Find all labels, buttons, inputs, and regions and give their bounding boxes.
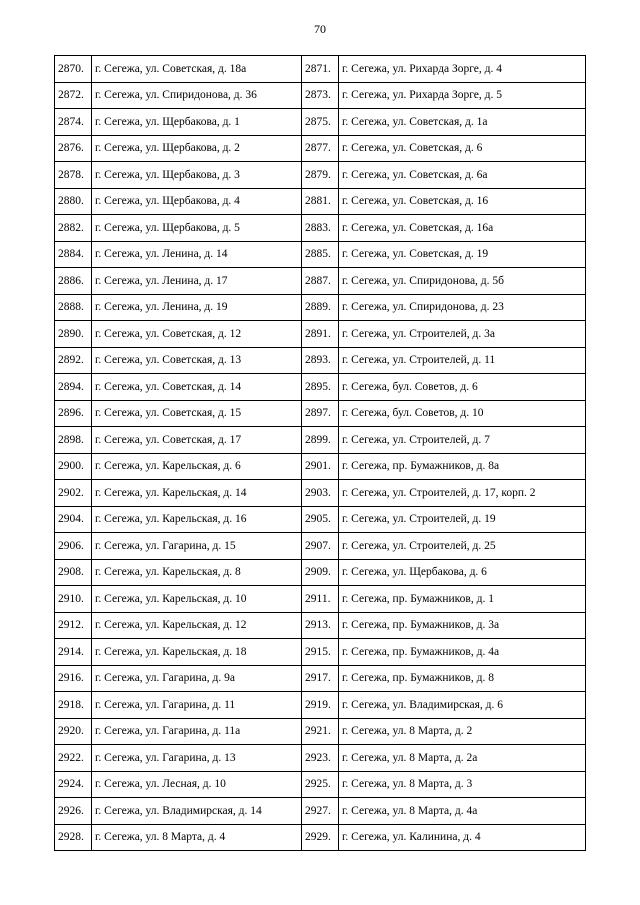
- address-left: г. Сегежа, ул. Гагарина, д. 9а: [92, 665, 302, 692]
- row-number-left: 2914.: [55, 639, 92, 666]
- address-right: г. Сегежа, ул. Спиридонова, д. 23: [339, 294, 586, 321]
- row-number-left: 2918.: [55, 692, 92, 719]
- address-left: г. Сегежа, ул. Ленина, д. 17: [92, 268, 302, 295]
- address-right: г. Сегежа, ул. Советская, д. 1а: [339, 109, 586, 136]
- row-number-left: 2888.: [55, 294, 92, 321]
- row-number-right: 2911.: [302, 586, 339, 613]
- table-row: [55, 135, 586, 162]
- table-row: [55, 241, 586, 268]
- row-number-left: 2922.: [55, 745, 92, 772]
- table-row: [55, 612, 586, 639]
- address-left: г. Сегежа, ул. Лесная, д. 10: [92, 771, 302, 798]
- row-number-left: 2908.: [55, 559, 92, 586]
- row-number-left: 2924.: [55, 771, 92, 798]
- row-number-left: 2912.: [55, 612, 92, 639]
- table-row: [55, 692, 586, 719]
- row-number-right: 2889.: [302, 294, 339, 321]
- row-number-right: 2873.: [302, 82, 339, 109]
- row-number-left: 2894.: [55, 374, 92, 401]
- table-row: [55, 639, 586, 666]
- address-right: г. Сегежа, ул. Строителей, д. 7: [339, 427, 586, 454]
- address-right: г. Сегежа, ул. 8 Марта, д. 3: [339, 771, 586, 798]
- row-number-left: 2872.: [55, 82, 92, 109]
- address-left: г. Сегежа, ул. Карельская, д. 16: [92, 506, 302, 533]
- table-row: [55, 215, 586, 242]
- address-left: г. Сегежа, ул. Советская, д. 15: [92, 400, 302, 427]
- row-number-left: 2928.: [55, 824, 92, 851]
- table-row: [55, 824, 586, 851]
- row-number-left: 2870.: [55, 56, 92, 83]
- address-right: г. Сегежа, ул. Советская, д. 19: [339, 241, 586, 268]
- row-number-right: 2907.: [302, 533, 339, 560]
- row-number-right: 2881.: [302, 188, 339, 215]
- row-number-right: 2875.: [302, 109, 339, 136]
- row-number-right: 2923.: [302, 745, 339, 772]
- row-number-left: 2896.: [55, 400, 92, 427]
- table-row: [55, 82, 586, 109]
- address-left: г. Сегежа, ул. 8 Марта, д. 4: [92, 824, 302, 851]
- address-right: г. Сегежа, ул. Рихарда Зорге, д. 5: [339, 82, 586, 109]
- address-left: г. Сегежа, ул. Щербакова, д. 3: [92, 162, 302, 189]
- row-number-right: 2895.: [302, 374, 339, 401]
- row-number-left: 2880.: [55, 188, 92, 215]
- address-right: г. Сегежа, ул. Советская, д. 6: [339, 135, 586, 162]
- address-left: г. Сегежа, ул. Гагарина, д. 15: [92, 533, 302, 560]
- address-right: г. Сегежа, ул. 8 Марта, д. 2: [339, 718, 586, 745]
- address-right: г. Сегежа, ул. Строителей, д. 19: [339, 506, 586, 533]
- address-right: г. Сегежа, ул. Советская, д. 6а: [339, 162, 586, 189]
- row-number-right: 2917.: [302, 665, 339, 692]
- address-left: г. Сегежа, ул. Щербакова, д. 1: [92, 109, 302, 136]
- row-number-right: 2897.: [302, 400, 339, 427]
- row-number-right: 2887.: [302, 268, 339, 295]
- address-right: г. Сегежа, пр. Бумажников, д. 8а: [339, 453, 586, 480]
- address-left: г. Сегежа, ул. Щербакова, д. 2: [92, 135, 302, 162]
- address-left: г. Сегежа, ул. Ленина, д. 14: [92, 241, 302, 268]
- table-row: [55, 268, 586, 295]
- address-right: г. Сегежа, ул. Рихарда Зорге, д. 4: [339, 56, 586, 83]
- table-row: [55, 718, 586, 745]
- address-left: г. Сегежа, ул. Карельская, д. 18: [92, 639, 302, 666]
- address-right: г. Сегежа, ул. Строителей, д. 25: [339, 533, 586, 560]
- address-right: г. Сегежа, ул. Советская, д. 16а: [339, 215, 586, 242]
- row-number-left: 2890.: [55, 321, 92, 348]
- row-number-right: 2915.: [302, 639, 339, 666]
- row-number-right: 2909.: [302, 559, 339, 586]
- row-number-right: 2913.: [302, 612, 339, 639]
- row-number-left: 2920.: [55, 718, 92, 745]
- row-number-right: 2921.: [302, 718, 339, 745]
- address-left: г. Сегежа, ул. Ленина, д. 19: [92, 294, 302, 321]
- address-left: г. Сегежа, ул. Владимирская, д. 14: [92, 798, 302, 825]
- address-left: г. Сегежа, ул. Советская, д. 17: [92, 427, 302, 454]
- table-row: [55, 798, 586, 825]
- address-right: г. Сегежа, ул. 8 Марта, д. 2а: [339, 745, 586, 772]
- row-number-right: 2891.: [302, 321, 339, 348]
- address-right: г. Сегежа, ул. Владимирская, д. 6: [339, 692, 586, 719]
- row-number-right: 2919.: [302, 692, 339, 719]
- address-left: г. Сегежа, ул. Советская, д. 14: [92, 374, 302, 401]
- row-number-right: 2905.: [302, 506, 339, 533]
- row-number-left: 2904.: [55, 506, 92, 533]
- table-row: [55, 559, 586, 586]
- address-table: [54, 55, 586, 851]
- address-left: г. Сегежа, ул. Щербакова, д. 4: [92, 188, 302, 215]
- address-left: г. Сегежа, ул. Советская, д. 12: [92, 321, 302, 348]
- address-left: г. Сегежа, ул. Щербакова, д. 5: [92, 215, 302, 242]
- address-right: г. Сегежа, ул. Строителей, д. 17, корп. 2: [339, 480, 586, 507]
- table-row: [55, 347, 586, 374]
- row-number-left: 2902.: [55, 480, 92, 507]
- row-number-left: 2892.: [55, 347, 92, 374]
- address-table-body: [55, 56, 586, 851]
- address-right: г. Сегежа, ул. Спиридонова, д. 5б: [339, 268, 586, 295]
- row-number-right: 2927.: [302, 798, 339, 825]
- address-right: г. Сегежа, ул. 8 Марта, д. 4а: [339, 798, 586, 825]
- address-right: г. Сегежа, ул. Щербакова, д. 6: [339, 559, 586, 586]
- table-row: [55, 533, 586, 560]
- row-number-right: 2879.: [302, 162, 339, 189]
- row-number-left: 2876.: [55, 135, 92, 162]
- page-number: 70: [314, 22, 326, 36]
- row-number-right: 2883.: [302, 215, 339, 242]
- address-left: г. Сегежа, ул. Спиридонова, д. 36: [92, 82, 302, 109]
- address-left: г. Сегежа, ул. Гагарина, д. 13: [92, 745, 302, 772]
- table-row: [55, 480, 586, 507]
- address-left: г. Сегежа, ул. Советская, д. 18а: [92, 56, 302, 83]
- row-number-right: 2877.: [302, 135, 339, 162]
- table-row: [55, 453, 586, 480]
- address-left: г. Сегежа, ул. Советская, д. 13: [92, 347, 302, 374]
- row-number-left: 2906.: [55, 533, 92, 560]
- address-right: г. Сегежа, пр. Бумажников, д. 4а: [339, 639, 586, 666]
- row-number-right: 2899.: [302, 427, 339, 454]
- row-number-left: 2916.: [55, 665, 92, 692]
- address-left: г. Сегежа, ул. Карельская, д. 12: [92, 612, 302, 639]
- address-right: г. Сегежа, ул. Советская, д. 16: [339, 188, 586, 215]
- row-number-left: 2878.: [55, 162, 92, 189]
- table-row: [55, 586, 586, 613]
- address-left: г. Сегежа, ул. Карельская, д. 10: [92, 586, 302, 613]
- address-right: г. Сегежа, ул. Строителей, д. 3а: [339, 321, 586, 348]
- row-number-left: 2900.: [55, 453, 92, 480]
- address-left: г. Сегежа, ул. Гагарина, д. 11а: [92, 718, 302, 745]
- table-row: [55, 427, 586, 454]
- table-row: [55, 771, 586, 798]
- address-right: г. Сегежа, ул. Калинина, д. 4: [339, 824, 586, 851]
- table-row: [55, 162, 586, 189]
- address-left: г. Сегежа, ул. Карельская, д. 8: [92, 559, 302, 586]
- address-left: г. Сегежа, ул. Карельская, д. 14: [92, 480, 302, 507]
- row-number-right: 2885.: [302, 241, 339, 268]
- address-right: г. Сегежа, пр. Бумажников, д. 1: [339, 586, 586, 613]
- row-number-left: 2926.: [55, 798, 92, 825]
- row-number-right: 2893.: [302, 347, 339, 374]
- table-row: [55, 374, 586, 401]
- table-row: [55, 56, 586, 83]
- row-number-left: 2882.: [55, 215, 92, 242]
- row-number-left: 2874.: [55, 109, 92, 136]
- address-right: г. Сегежа, бул. Советов, д. 6: [339, 374, 586, 401]
- table-row: [55, 665, 586, 692]
- table-row: [55, 745, 586, 772]
- row-number-right: 2925.: [302, 771, 339, 798]
- table-row: [55, 506, 586, 533]
- table-row: [55, 400, 586, 427]
- row-number-right: 2901.: [302, 453, 339, 480]
- row-number-left: 2910.: [55, 586, 92, 613]
- row-number-left: 2898.: [55, 427, 92, 454]
- table-row: [55, 109, 586, 136]
- row-number-right: 2903.: [302, 480, 339, 507]
- row-number-left: 2884.: [55, 241, 92, 268]
- address-right: г. Сегежа, пр. Бумажников, д. 3а: [339, 612, 586, 639]
- table-row: [55, 321, 586, 348]
- address-right: г. Сегежа, ул. Строителей, д. 11: [339, 347, 586, 374]
- table-row: [55, 188, 586, 215]
- row-number-left: 2886.: [55, 268, 92, 295]
- address-right: г. Сегежа, бул. Советов, д. 10: [339, 400, 586, 427]
- table-row: [55, 294, 586, 321]
- row-number-right: 2871.: [302, 56, 339, 83]
- row-number-right: 2929.: [302, 824, 339, 851]
- address-left: г. Сегежа, ул. Гагарина, д. 11: [92, 692, 302, 719]
- address-left: г. Сегежа, ул. Карельская, д. 6: [92, 453, 302, 480]
- address-right: г. Сегежа, пр. Бумажников, д. 8: [339, 665, 586, 692]
